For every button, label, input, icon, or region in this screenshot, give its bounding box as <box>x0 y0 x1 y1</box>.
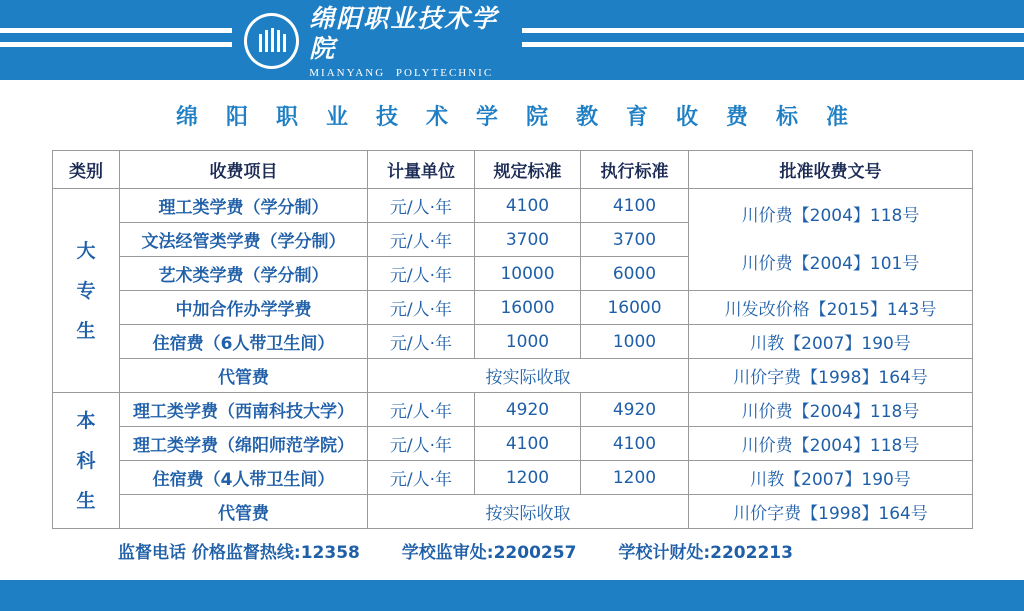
header-regulated: 规定标准 <box>475 151 581 189</box>
fee-item: 理工类学费（绵阳师范学院） <box>120 427 368 461</box>
unit-cell: 元/人·年 <box>368 325 475 359</box>
fee-item: 代管费 <box>120 495 368 529</box>
table-row <box>53 461 973 495</box>
executed-cell: 4100 <box>581 189 689 223</box>
fee-item: 代管费 <box>120 359 368 393</box>
executed-cell: 16000 <box>581 291 689 325</box>
fee-item: 住宿费（4人带卫生间） <box>120 461 368 495</box>
header-unit: 计量单位 <box>368 151 475 189</box>
regulated-cell: 10000 <box>475 257 581 291</box>
approval-cell: 川价字费【1998】164号 <box>689 359 973 393</box>
regulated-cell: 1000 <box>475 325 581 359</box>
unit-cell: 元/人·年 <box>368 189 475 223</box>
unit-cell: 元/人·年 <box>368 223 475 257</box>
audit-office-phone: 学校监审处:2200257 <box>401 543 577 563</box>
fee-table <box>52 150 973 529</box>
page-title: 绵阳职业技术学院教育收费标准 <box>175 105 876 130</box>
fee-item: 住宿费（6人带卫生间） <box>120 325 368 359</box>
table-row <box>53 427 973 461</box>
header-category: 类别 <box>53 151 120 189</box>
approval-cell: 川发改价格【2015】143号 <box>689 291 973 325</box>
table-row <box>53 393 973 427</box>
table-row <box>53 359 973 393</box>
header-stripe <box>522 42 1024 47</box>
supervision-hotline: 监督电话 价格监督热线:12358 <box>118 543 360 563</box>
fee-item: 中加合作办学学费 <box>120 291 368 325</box>
school-emblem-icon <box>244 13 299 69</box>
approval-cell: 川价费【2004】118号 川价费【2004】101号 <box>689 189 973 291</box>
header-stripe <box>0 42 232 47</box>
standard-cell: 按实际收取 <box>368 359 689 393</box>
school-name-cn: 绵阳职业技术学院 <box>309 3 499 63</box>
approval-cell: 川价费【2004】118号 <box>689 427 973 461</box>
school-logo <box>232 3 522 79</box>
regulated-cell: 16000 <box>475 291 581 325</box>
executed-cell: 4920 <box>581 393 689 427</box>
standard-cell: 按实际收取 <box>368 495 689 529</box>
header-band <box>0 0 1024 80</box>
regulated-cell: 4100 <box>475 189 581 223</box>
footer-band <box>0 580 1024 611</box>
unit-cell: 元/人·年 <box>368 393 475 427</box>
approval-cell: 川价字费【1998】164号 <box>689 495 973 529</box>
header-stripe <box>0 28 232 33</box>
executed-cell: 1200 <box>581 461 689 495</box>
regulated-cell: 4100 <box>475 427 581 461</box>
table-row <box>53 291 973 325</box>
approval-cell: 川价费【2004】118号 <box>689 393 973 427</box>
school-name-en: MIANYANG POLYTECHNIC <box>309 66 494 79</box>
fee-item: 艺术类学费（学分制） <box>120 257 368 291</box>
executed-cell: 1000 <box>581 325 689 359</box>
executed-cell: 4100 <box>581 427 689 461</box>
unit-cell: 元/人·年 <box>368 427 475 461</box>
executed-cell: 6000 <box>581 257 689 291</box>
header-item: 收费项目 <box>120 151 368 189</box>
regulated-cell: 3700 <box>475 223 581 257</box>
table-row <box>53 325 973 359</box>
table-row <box>53 189 973 223</box>
regulated-cell: 4920 <box>475 393 581 427</box>
regulated-cell: 1200 <box>475 461 581 495</box>
unit-cell: 元/人·年 <box>368 257 475 291</box>
header-stripe <box>522 28 1024 33</box>
unit-cell: 元/人·年 <box>368 461 475 495</box>
table-header-row <box>53 151 973 189</box>
approval-cell: 川教【2007】190号 <box>689 461 973 495</box>
unit-cell: 元/人·年 <box>368 291 475 325</box>
fee-item: 文法经管类学费（学分制） <box>120 223 368 257</box>
fee-item: 理工类学费（学分制） <box>120 189 368 223</box>
fee-item: 理工类学费（西南科技大学） <box>120 393 368 427</box>
category-benke: 本 科 生 <box>53 393 120 529</box>
header-approval: 批准收费文号 <box>689 151 973 189</box>
category-dazhuan: 大 专 生 <box>53 189 120 393</box>
table-row <box>53 495 973 529</box>
approval-cell: 川教【2007】190号 <box>689 325 973 359</box>
contact-footer <box>118 538 829 563</box>
finance-office-phone: 学校计财处:2202213 <box>618 543 793 563</box>
executed-cell: 3700 <box>581 223 689 257</box>
header-executed: 执行标准 <box>581 151 689 189</box>
